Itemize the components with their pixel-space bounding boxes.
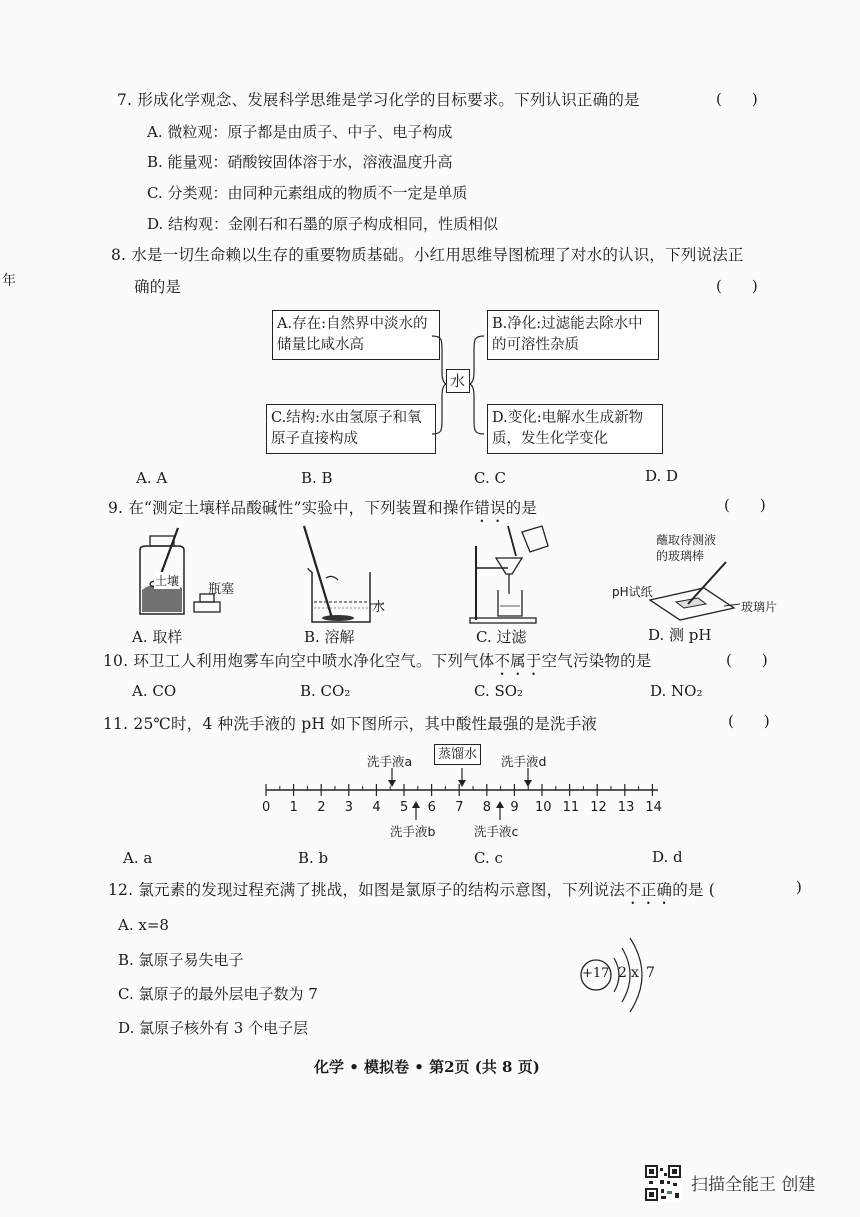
ph-tick-label: 0 [262, 800, 271, 815]
shell-1-electrons: 2 [618, 965, 627, 981]
label-distilled-water: 蒸馏水 [434, 744, 481, 765]
q11-option-d: D. d [652, 848, 683, 866]
mindmap-braces [428, 330, 488, 440]
q12-stem-emphasis: 不正确 [625, 881, 673, 899]
mindmap-box-b: B.净化:过滤能去除水中的可溶性杂质 [487, 310, 659, 360]
q10-option-a: A. CO [132, 682, 177, 700]
label-rod-line2: 的玻璃棒 [656, 549, 705, 563]
q9-stem-emphasis: 错误 [474, 499, 506, 517]
q7-option-d: D. 结构观：金刚石和石墨的原子构成相同，性质相似 [147, 215, 499, 233]
label-water: 水 [372, 600, 386, 615]
shell-3-electrons: 7 [646, 965, 655, 981]
q11-stem: 11. 25℃时，4 种洗手液的 pH 如下图所示，其中酸性最强的是洗手液 [103, 715, 598, 733]
label-stopper: 瓶塞 [208, 582, 235, 597]
q7-option-c: C. 分类观：由同种元素组成的物质不一定是单质 [147, 184, 468, 202]
q8-stem-line2: 确的是 [134, 278, 182, 296]
ph-tick-label: 3 [344, 800, 354, 815]
scanner-watermark: 扫描全能王 创建 [691, 1175, 816, 1195]
q10-option-c: C. SO₂ [474, 682, 524, 700]
q10-option-d: D. NO₂ [650, 682, 703, 700]
q12-stem-post: 的是 ( [672, 881, 715, 899]
ph-tick-label: 14 [645, 800, 662, 815]
q8-answer-paren: ( ) [716, 277, 758, 295]
soil-jar-illustration [132, 526, 235, 626]
label-ph-paper: pH试纸 [612, 585, 653, 599]
q9-option-c: C. 过滤 [476, 628, 527, 646]
shell-2-electrons: x [631, 965, 639, 981]
q7-option-b: B. 能量观：硝酸铵固体溶于水，溶液温度升高 [147, 153, 453, 171]
q9-stem-pre: 9. 在“测定土壤样品酸碱性”实验中，下列装置和操作 [108, 499, 475, 517]
q7-stem: 7. 形成化学观念、发展科学思维是学习化学的目标要求。下列认识正确的是 [117, 91, 640, 109]
q12-option-c: C. 氯原子的最外层电子数为 7 [118, 985, 318, 1003]
q8-stem-line1: 8. 水是一切生命赖以生存的重要物质基础。小红用思维导图梳理了对水的认识，下列说法正 [111, 246, 744, 264]
mindmap-box-a: A.存在:自然界中淡水的储量比咸水高 [272, 310, 440, 360]
q12-option-b: B. 氯原子易失电子 [118, 951, 244, 969]
ph-tick-label: 9 [510, 800, 519, 815]
label-handwash-c: 洗手液c [474, 824, 519, 839]
q10-option-b: B. CO₂ [300, 682, 351, 700]
ph-tick-label: 12 [590, 800, 607, 815]
mindmap-box-c: C.结构:水由氢原子和氧原子直接构成 [266, 404, 436, 454]
ph-tick-label: 8 [482, 800, 492, 815]
q11-option-a: A. a [123, 849, 153, 867]
mindmap-box-d: D.变化:电解水生成新物质，发生化学变化 [487, 404, 663, 454]
q8-option-c: C. C [474, 469, 506, 487]
ph-scale-axis [258, 766, 668, 802]
ph-tick-label: 6 [427, 800, 436, 815]
ph-tick-label: 1 [289, 800, 298, 815]
ph-tick-label: 13 [617, 800, 635, 815]
q8-option-b: B. B [301, 469, 333, 487]
ph-tick-label: 4 [372, 800, 381, 815]
q10-stem-post: 空气污染物的是 [541, 652, 652, 670]
label-glass-slide: 玻璃片 [741, 600, 778, 614]
ph-tick-label: 11 [562, 800, 580, 815]
page-footer: 化学 • 模拟卷 • 第2页 (共 8 页) [314, 1058, 540, 1076]
q11-option-b: B. b [298, 849, 329, 867]
q10-stem-pre: 10. 环卫工人利用炮雾车向空中喷水净化空气。下列气体 [103, 652, 495, 670]
ph-tick-label: 7 [455, 800, 464, 815]
q12-option-d: D. 氯原子核外有 3 个电子层 [118, 1019, 309, 1037]
q10-stem [103, 649, 652, 679]
q10-stem-emphasis: 不属于 [494, 652, 542, 670]
filtration-illustration [468, 520, 558, 625]
ph-tick-label: 2 [317, 800, 326, 815]
q12-option-a: A. x=8 [118, 916, 169, 934]
ph-tick-label: 5 [400, 800, 409, 815]
q9-option-b: B. 溶解 [304, 628, 355, 646]
q12-stem [108, 878, 715, 908]
label-soil: 土壤 [155, 574, 180, 588]
label-handwash-a: 洗手液a [367, 754, 413, 769]
q12-stem-pre: 12. 氯元素的发现过程充满了挑战，如图是氯原子的结构示意图，下列说法 [108, 881, 626, 899]
q8-option-d: D. D [645, 467, 679, 485]
q9-option-d: D. 测 pH [648, 626, 712, 644]
q7-option-a: A. 微粒观：原子都是由质子、中子、电子构成 [147, 123, 453, 141]
q9-stem-post: 的是 [505, 499, 538, 517]
label-handwash-d: 洗手液d [501, 754, 547, 769]
margin-mark: 年 [2, 273, 16, 289]
mindmap-center-water: 水 [446, 369, 470, 393]
q11-answer-paren: ( ) [728, 712, 770, 730]
nucleus-charge: +17 [582, 966, 610, 981]
q7-answer-paren: ( ) [716, 90, 758, 108]
q8-option-a: A. A [136, 469, 168, 487]
q12-answer-paren-close: ) [796, 878, 802, 896]
ph-tick-label: 10 [535, 800, 552, 815]
q9-option-a: A. 取样 [132, 628, 183, 646]
label-handwash-b: 洗手液b [390, 824, 436, 839]
q11-option-c: C. c [474, 849, 503, 867]
qr-code-icon [645, 1165, 681, 1201]
ph-test-illustration [640, 560, 740, 622]
q10-answer-paren: ( ) [726, 651, 768, 669]
q9-answer-paren: ( ) [724, 496, 766, 514]
label-rod-line1: 蘸取待测液 [656, 533, 717, 547]
